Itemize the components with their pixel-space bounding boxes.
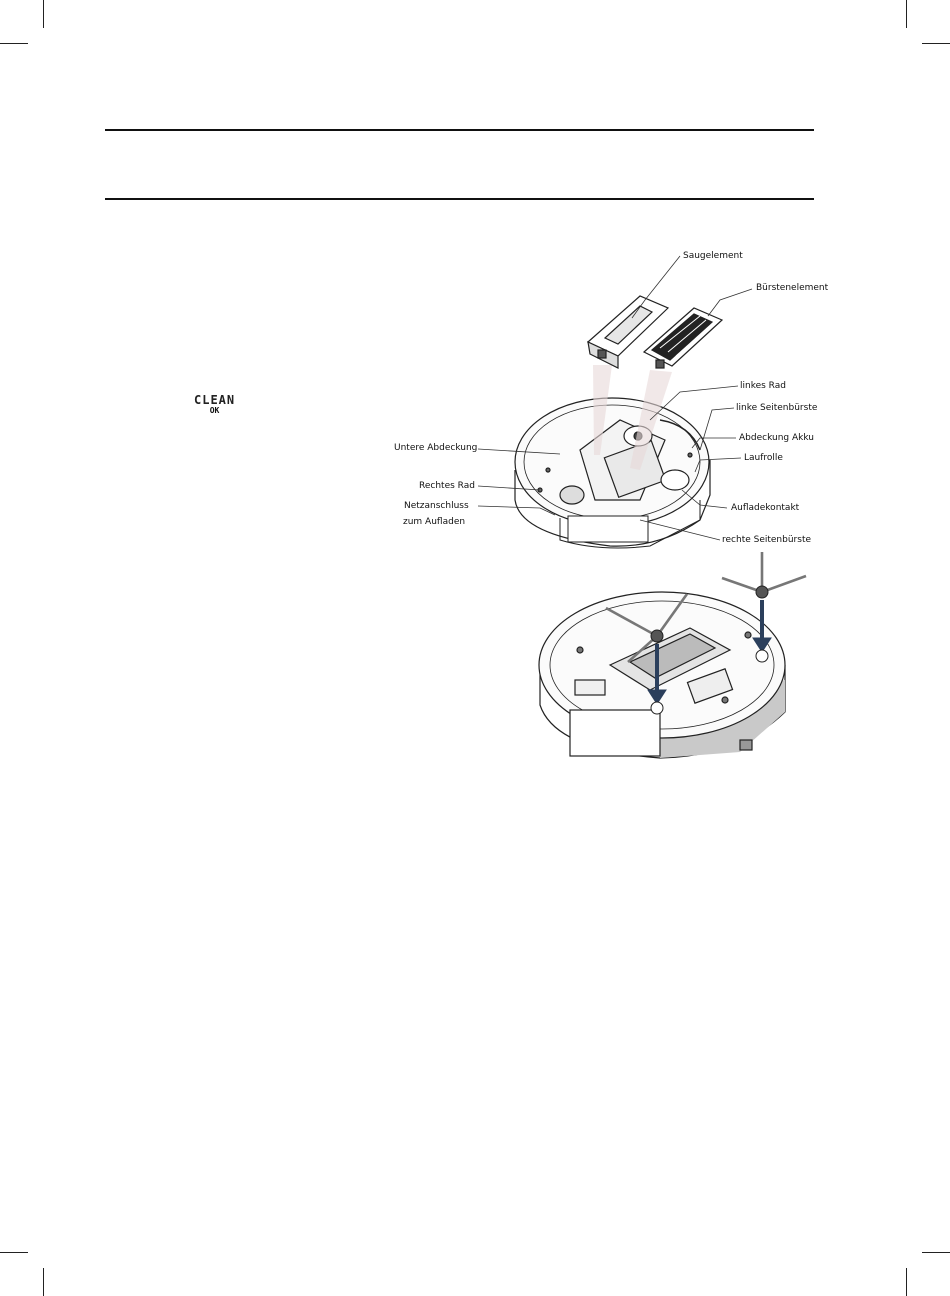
- robot-underside-bottom: [539, 592, 785, 758]
- side-brush-right: [722, 552, 806, 598]
- clean-logo-text: CLEAN: [194, 393, 236, 407]
- label-netzanschluss-line1: Netzanschluss: [404, 501, 469, 511]
- label-rechte-seitenbuerste: rechte Seitenbürste: [722, 535, 812, 545]
- clean-logo-ok: OK: [209, 406, 220, 415]
- label-abdeckung-akku: Abdeckung Akku: [739, 433, 814, 443]
- label-netzanschluss-line2: zum Aufladen: [403, 517, 466, 527]
- label-saugelement: Saugelement: [683, 251, 743, 261]
- label-laufrolle: Laufrolle: [744, 453, 783, 463]
- label-aufladekontakt: Aufladekontakt: [731, 503, 800, 513]
- label-linke-seitenbuerste: linke Seitenbürste: [736, 403, 818, 413]
- robot-underside-top: [515, 398, 710, 548]
- label-untere-abdeckung: Untere Abdeckung: [394, 443, 478, 453]
- label-linkes-rad: linkes Rad: [740, 381, 786, 391]
- label-buerstenelement: Bürstenelement: [756, 283, 829, 293]
- label-rechtes-rad: Rechtes Rad: [419, 481, 475, 491]
